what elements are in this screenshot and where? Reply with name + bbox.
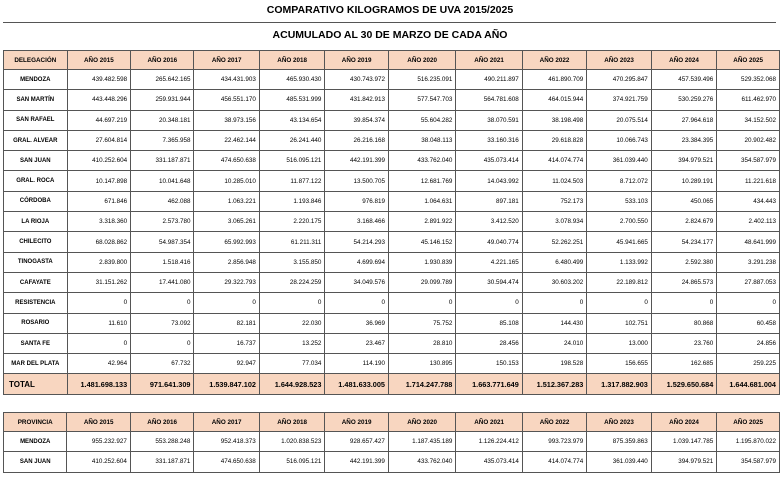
value-cell: 11.877.122 <box>259 171 324 191</box>
value-cell: 410.252.604 <box>67 151 131 171</box>
column-header-year: AÑO 2020 <box>388 51 455 70</box>
value-cell: 67.732 <box>131 354 194 374</box>
value-cell: 976.819 <box>325 191 389 211</box>
value-cell: 2.891.922 <box>388 212 455 232</box>
value-cell: 516.235.091 <box>388 70 455 90</box>
value-cell: 17.441.080 <box>131 272 194 292</box>
value-cell: 6.480.499 <box>522 252 587 272</box>
value-cell: 26.241.440 <box>259 130 324 150</box>
value-cell: 0 <box>131 333 194 353</box>
value-cell: 430.743.972 <box>325 70 389 90</box>
delegacion-table <box>3 50 780 395</box>
table-row <box>4 252 780 272</box>
value-cell: 38.973.156 <box>194 110 259 130</box>
table-row <box>4 232 780 252</box>
value-cell: 102.751 <box>587 313 652 333</box>
value-cell: 24.865.573 <box>651 272 716 292</box>
value-cell: 457.539.496 <box>651 70 716 90</box>
column-header-year: AÑO 2020 <box>388 413 456 432</box>
value-cell: 1.930.839 <box>388 252 455 272</box>
value-cell: 54.214.293 <box>325 232 389 252</box>
column-header-year: AÑO 2019 <box>325 51 389 70</box>
value-cell: 433.762.040 <box>388 452 456 472</box>
row-label: CHILECITO <box>4 232 68 252</box>
column-header-year: AÑO 2016 <box>130 413 193 432</box>
column-header-year: AÑO 2022 <box>522 51 587 70</box>
value-cell: 955.232.927 <box>67 432 130 452</box>
value-cell: 150.153 <box>456 354 522 374</box>
column-header-year: AÑO 2022 <box>522 413 586 432</box>
row-label: CAFAYATE <box>4 272 68 292</box>
value-cell: 433.762.040 <box>388 151 455 171</box>
value-cell: 33.160.316 <box>456 130 522 150</box>
value-cell: 0 <box>67 293 131 313</box>
value-cell: 361.039.440 <box>587 452 651 472</box>
value-cell: 2.824.679 <box>651 212 716 232</box>
total-value: 1.644.681.004 <box>717 374 780 395</box>
value-cell: 331.187.871 <box>131 151 194 171</box>
value-cell: 0 <box>651 293 716 313</box>
value-cell: 464.015.944 <box>522 90 587 110</box>
value-cell: 27.604.814 <box>67 130 131 150</box>
value-cell: 52.262.251 <box>522 232 587 252</box>
value-cell: 11.024.503 <box>522 171 587 191</box>
column-header-year: AÑO 2018 <box>259 413 325 432</box>
value-cell: 442.191.399 <box>325 452 388 472</box>
column-header-year: AÑO 2025 <box>717 413 780 432</box>
value-cell: 43.134.654 <box>259 110 324 130</box>
value-cell: 22.462.144 <box>194 130 259 150</box>
value-cell: 2.402.113 <box>717 212 780 232</box>
value-cell: 14.043.992 <box>456 171 522 191</box>
value-cell: 39.854.374 <box>325 110 389 130</box>
value-cell: 577.547.703 <box>388 90 455 110</box>
value-cell: 10.041.648 <box>131 171 194 191</box>
value-cell: 0 <box>717 293 780 313</box>
value-cell: 12.681.769 <box>388 171 455 191</box>
value-cell: 1.195.870.022 <box>717 432 780 452</box>
value-cell: 361.039.440 <box>587 151 652 171</box>
value-cell: 60.458 <box>717 313 780 333</box>
value-cell: 54.987.354 <box>131 232 194 252</box>
value-cell: 61.211.311 <box>259 232 324 252</box>
value-cell: 48.641.999 <box>717 232 780 252</box>
value-cell: 27.887.053 <box>717 272 780 292</box>
total-value: 1.512.367.283 <box>522 374 587 395</box>
value-cell: 897.181 <box>456 191 522 211</box>
table-row <box>4 313 780 333</box>
value-cell: 2.856.948 <box>194 252 259 272</box>
value-cell: 993.723.979 <box>522 432 586 452</box>
column-header-year: AÑO 2018 <box>259 51 324 70</box>
table-row <box>4 293 780 313</box>
total-value: 1.317.882.903 <box>587 374 652 395</box>
value-cell: 45.146.152 <box>388 232 455 252</box>
table-row <box>4 333 780 353</box>
value-cell: 65.992.993 <box>194 232 259 252</box>
value-cell: 435.073.414 <box>456 452 523 472</box>
row-label: SANTA FE <box>4 333 68 353</box>
row-label: CÓRDOBA <box>4 191 68 211</box>
total-value: 1.663.771.649 <box>456 374 522 395</box>
value-cell: 20.902.482 <box>717 130 780 150</box>
value-cell: 1.126.224.412 <box>456 432 523 452</box>
column-header-year: AÑO 2015 <box>67 413 130 432</box>
row-label: LA RIOJA <box>4 212 68 232</box>
value-cell: 3.412.520 <box>456 212 522 232</box>
value-cell: 474.650.638 <box>194 452 259 472</box>
row-label: MENDOZA <box>4 70 68 90</box>
row-label: ROSARIO <box>4 313 68 333</box>
value-cell: 82.181 <box>194 313 259 333</box>
value-cell: 42.964 <box>67 354 131 374</box>
value-cell: 485.531.999 <box>259 90 324 110</box>
value-cell: 259.931.944 <box>131 90 194 110</box>
value-cell: 23.467 <box>325 333 389 353</box>
provincia-table <box>3 412 780 473</box>
value-cell: 414.074.774 <box>522 452 586 472</box>
value-cell: 1.064.631 <box>388 191 455 211</box>
value-cell: 36.969 <box>325 313 389 333</box>
row-label: MENDOZA <box>4 432 67 452</box>
value-cell: 55.604.282 <box>388 110 455 130</box>
value-cell: 354.587.979 <box>717 151 780 171</box>
value-cell: 671.846 <box>67 191 131 211</box>
row-label: SAN RAFAEL <box>4 110 68 130</box>
value-cell: 92.947 <box>194 354 259 374</box>
value-cell: 530.259.276 <box>651 90 716 110</box>
table-row <box>4 191 780 211</box>
table-row <box>4 432 780 452</box>
value-cell: 374.921.759 <box>587 90 652 110</box>
row-label: SAN MARTÍN <box>4 90 68 110</box>
value-cell: 434.443 <box>717 191 780 211</box>
value-cell: 7.365.958 <box>131 130 194 150</box>
value-cell: 54.234.177 <box>651 232 716 252</box>
value-cell: 3.168.466 <box>325 212 389 232</box>
column-header-year: AÑO 2025 <box>717 51 780 70</box>
table-row <box>4 212 780 232</box>
value-cell: 49.040.774 <box>456 232 522 252</box>
value-cell: 2.573.780 <box>131 212 194 232</box>
value-cell: 8.712.072 <box>587 171 652 191</box>
row-label: GRAL. ROCA <box>4 171 68 191</box>
value-cell: 529.352.068 <box>717 70 780 90</box>
value-cell: 85.108 <box>456 313 522 333</box>
value-cell: 928.657.427 <box>325 432 388 452</box>
value-cell: 0 <box>522 293 587 313</box>
value-cell: 462.088 <box>131 191 194 211</box>
value-cell: 490.211.897 <box>456 70 522 90</box>
table-header-row <box>4 51 780 70</box>
value-cell: 156.655 <box>587 354 652 374</box>
value-cell: 2.700.550 <box>587 212 652 232</box>
value-cell: 3.291.238 <box>717 252 780 272</box>
value-cell: 38.048.113 <box>388 130 455 150</box>
value-cell: 456.551.170 <box>194 90 259 110</box>
value-cell: 162.685 <box>651 354 716 374</box>
value-cell: 2.839.800 <box>67 252 131 272</box>
column-header-region: DELEGACIÓN <box>4 51 68 70</box>
value-cell: 394.979.521 <box>651 151 716 171</box>
value-cell: 16.737 <box>194 333 259 353</box>
value-cell: 474.650.638 <box>194 151 259 171</box>
total-value: 971.641.309 <box>131 374 194 395</box>
value-cell: 23.760 <box>651 333 716 353</box>
value-cell: 28.456 <box>456 333 522 353</box>
column-header-year: AÑO 2023 <box>587 51 652 70</box>
value-cell: 4.221.165 <box>456 252 522 272</box>
value-cell: 75.752 <box>388 313 455 333</box>
value-cell: 10.147.898 <box>67 171 131 191</box>
value-cell: 461.890.709 <box>522 70 587 90</box>
value-cell: 564.781.608 <box>456 90 522 110</box>
row-label: TINOGASTA <box>4 252 68 272</box>
value-cell: 3.155.850 <box>259 252 324 272</box>
value-cell: 2.220.175 <box>259 212 324 232</box>
value-cell: 38.198.498 <box>522 110 587 130</box>
table-row <box>4 151 780 171</box>
value-cell: 0 <box>388 293 455 313</box>
value-cell: 0 <box>194 293 259 313</box>
value-cell: 27.964.618 <box>651 110 716 130</box>
table-row <box>4 452 780 472</box>
row-label: SAN JUAN <box>4 151 68 171</box>
value-cell: 77.034 <box>259 354 324 374</box>
value-cell: 22.189.812 <box>587 272 652 292</box>
value-cell: 0 <box>325 293 389 313</box>
value-cell: 44.697.219 <box>67 110 131 130</box>
total-value: 1.714.247.788 <box>388 374 455 395</box>
value-cell: 22.030 <box>259 313 324 333</box>
value-cell: 443.448.296 <box>67 90 131 110</box>
column-header-region: PROVINCIA <box>4 413 67 432</box>
value-cell: 0 <box>456 293 522 313</box>
value-cell: 30.594.474 <box>456 272 522 292</box>
report-title: COMPARATIVO KILOGRAMOS DE UVA 2015/2025 <box>266 4 514 16</box>
value-cell: 1.187.435.189 <box>388 432 456 452</box>
value-cell: 2.592.380 <box>651 252 716 272</box>
value-cell: 3.065.261 <box>194 212 259 232</box>
value-cell: 1.063.221 <box>194 191 259 211</box>
value-cell: 1.518.416 <box>131 252 194 272</box>
value-cell: 34.049.576 <box>325 272 389 292</box>
value-cell: 952.418.373 <box>194 432 259 452</box>
value-cell: 13.000 <box>587 333 652 353</box>
value-cell: 259.225 <box>717 354 780 374</box>
row-label: SAN JUAN <box>4 452 67 472</box>
column-header-year: AÑO 2021 <box>456 413 523 432</box>
value-cell: 31.151.262 <box>67 272 131 292</box>
table-row <box>4 130 780 150</box>
value-cell: 68.028.862 <box>67 232 131 252</box>
value-cell: 114.190 <box>325 354 389 374</box>
value-cell: 130.895 <box>388 354 455 374</box>
column-header-year: AÑO 2023 <box>587 413 651 432</box>
value-cell: 0 <box>587 293 652 313</box>
value-cell: 1.039.147.785 <box>651 432 717 452</box>
value-cell: 410.252.604 <box>67 452 130 472</box>
total-row <box>4 374 780 395</box>
value-cell: 414.074.774 <box>522 151 587 171</box>
value-cell: 11.221.618 <box>717 171 780 191</box>
value-cell: 265.642.165 <box>131 70 194 90</box>
value-cell: 13.252 <box>259 333 324 353</box>
value-cell: 20.348.181 <box>131 110 194 130</box>
column-header-year: AÑO 2024 <box>651 51 716 70</box>
value-cell: 10.285.010 <box>194 171 259 191</box>
value-cell: 0 <box>131 293 194 313</box>
row-label: RESISTENCIA <box>4 293 68 313</box>
value-cell: 10.289.191 <box>651 171 716 191</box>
value-cell: 45.941.665 <box>587 232 652 252</box>
row-label: MAR DEL PLATA <box>4 354 68 374</box>
value-cell: 29.322.793 <box>194 272 259 292</box>
total-value: 1.529.650.684 <box>651 374 716 395</box>
total-value: 1.481.633.005 <box>325 374 389 395</box>
value-cell: 28.224.259 <box>259 272 324 292</box>
value-cell: 4.699.694 <box>325 252 389 272</box>
value-cell: 10.066.743 <box>587 130 652 150</box>
value-cell: 434.431.903 <box>194 70 259 90</box>
value-cell: 24.010 <box>522 333 587 353</box>
table-row <box>4 90 780 110</box>
value-cell: 34.152.502 <box>717 110 780 130</box>
value-cell: 611.462.970 <box>717 90 780 110</box>
column-header-year: AÑO 2017 <box>194 413 259 432</box>
value-cell: 439.482.598 <box>67 70 131 90</box>
table-row <box>4 272 780 292</box>
value-cell: 394.979.521 <box>651 452 717 472</box>
row-label: GRAL. ALVEAR <box>4 130 68 150</box>
value-cell: 752.173 <box>522 191 587 211</box>
column-header-year: AÑO 2021 <box>456 51 522 70</box>
value-cell: 1.193.846 <box>259 191 324 211</box>
value-cell: 24.856 <box>717 333 780 353</box>
value-cell: 470.295.847 <box>587 70 652 90</box>
column-header-year: AÑO 2024 <box>651 413 717 432</box>
value-cell: 875.359.863 <box>587 432 651 452</box>
value-cell: 0 <box>259 293 324 313</box>
value-cell: 28.810 <box>388 333 455 353</box>
value-cell: 435.073.414 <box>456 151 522 171</box>
value-cell: 431.842.913 <box>325 90 389 110</box>
value-cell: 3.078.934 <box>522 212 587 232</box>
value-cell: 73.092 <box>131 313 194 333</box>
value-cell: 29.099.789 <box>388 272 455 292</box>
table-header-row <box>4 413 780 432</box>
column-header-year: AÑO 2016 <box>131 51 194 70</box>
value-cell: 80.868 <box>651 313 716 333</box>
report-subtitle: ACUMULADO AL 30 DE MARZO DE CADA AÑO <box>272 29 508 41</box>
value-cell: 1.133.992 <box>587 252 652 272</box>
value-cell: 553.288.248 <box>130 432 193 452</box>
value-cell: 533.103 <box>587 191 652 211</box>
column-header-year: AÑO 2015 <box>67 51 131 70</box>
total-label: TOTAL <box>4 374 68 395</box>
value-cell: 23.384.395 <box>651 130 716 150</box>
value-cell: 20.075.514 <box>587 110 652 130</box>
value-cell: 38.070.591 <box>456 110 522 130</box>
value-cell: 144.430 <box>522 313 587 333</box>
value-cell: 30.603.202 <box>522 272 587 292</box>
total-value: 1.481.698.133 <box>67 374 131 395</box>
column-header-year: AÑO 2019 <box>325 413 388 432</box>
table-row <box>4 70 780 90</box>
value-cell: 198.528 <box>522 354 587 374</box>
value-cell: 442.191.399 <box>325 151 389 171</box>
table-row <box>4 354 780 374</box>
value-cell: 29.618.828 <box>522 130 587 150</box>
value-cell: 11.610 <box>67 313 131 333</box>
value-cell: 3.318.360 <box>67 212 131 232</box>
value-cell: 0 <box>67 333 131 353</box>
value-cell: 354.587.979 <box>717 452 780 472</box>
value-cell: 516.095.121 <box>259 452 325 472</box>
value-cell: 465.930.430 <box>259 70 324 90</box>
total-value: 1.644.928.523 <box>259 374 324 395</box>
value-cell: 1.020.838.523 <box>259 432 325 452</box>
value-cell: 26.216.168 <box>325 130 389 150</box>
value-cell: 331.187.871 <box>130 452 193 472</box>
table-row <box>4 110 780 130</box>
total-value: 1.539.847.102 <box>194 374 259 395</box>
value-cell: 13.500.705 <box>325 171 389 191</box>
table-row <box>4 171 780 191</box>
column-header-year: AÑO 2017 <box>194 51 259 70</box>
value-cell: 516.095.121 <box>259 151 324 171</box>
value-cell: 450.065 <box>651 191 716 211</box>
